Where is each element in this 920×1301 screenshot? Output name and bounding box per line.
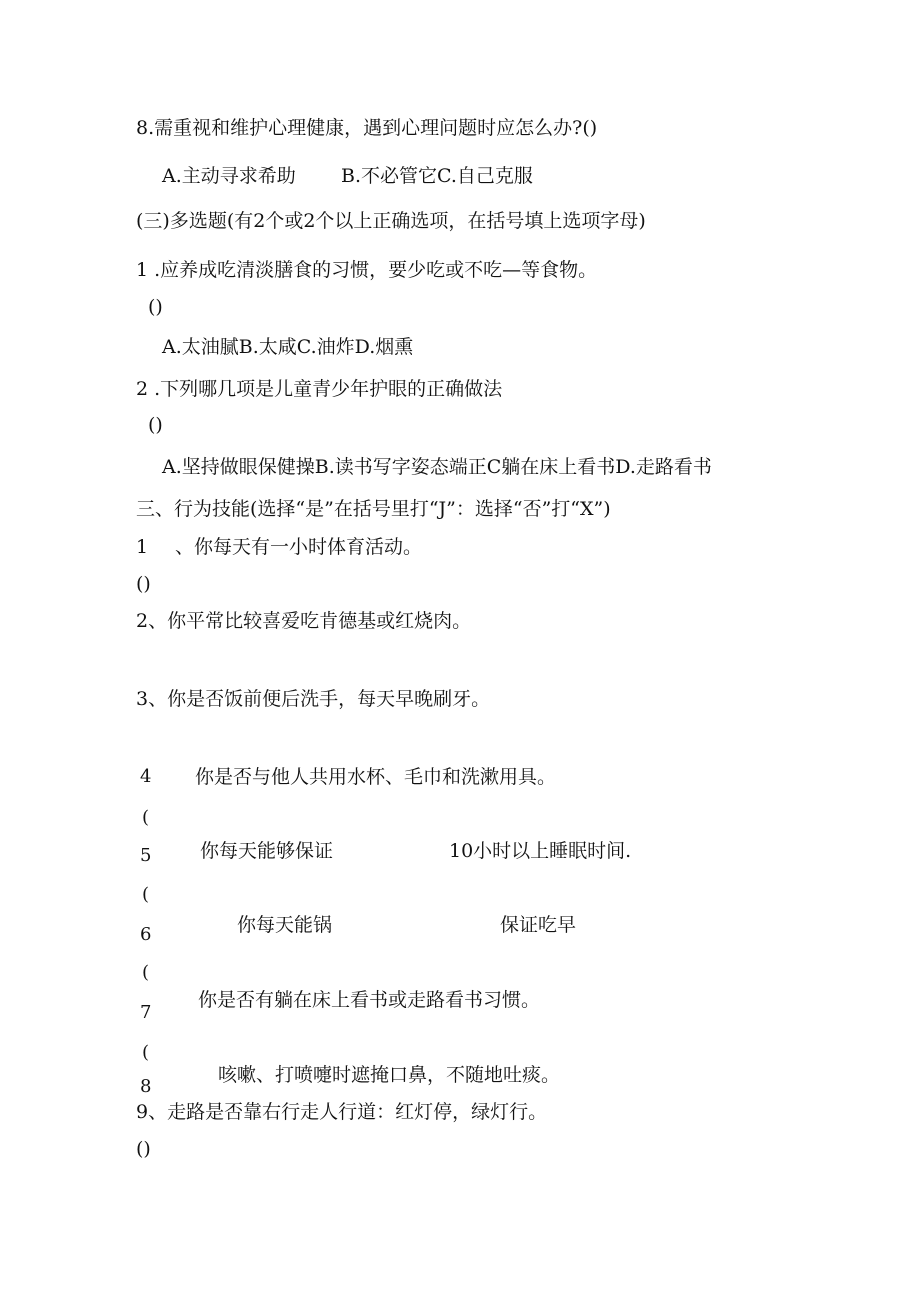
behavior-item-9-text: 9、走路是否靠右行走人行道：红灯停，绿灯行。: [136, 1101, 548, 1123]
behavior-item-5-text-cont: 10小时以上睡眠时间.: [449, 840, 632, 862]
multi-question-1-paren: (): [148, 296, 163, 318]
behavior-item-7-number: 7: [140, 1002, 152, 1023]
behavior-item-4-number: 4: [140, 766, 152, 787]
section-behavior-title: 三、行为技能(选择“是”在括号里打“J”：选择“否”打“X”): [136, 498, 611, 520]
behavior-item-6-paren: (: [142, 962, 150, 983]
behavior-item-4-paren: (: [142, 807, 150, 828]
behavior-item-8-number-clip: [138, 1072, 158, 1097]
question-8-options-bc: B.不必管它C.自己克服: [341, 165, 533, 187]
behavior-item-1-text: 、你每天有一小时体育活动。: [175, 536, 423, 558]
behavior-item-2-text: 2、你平常比较喜爱吃肯德基或红烧肉。: [136, 610, 472, 632]
multi-question-1-options: A.太油腻B.太咸C.油炸D.烟熏: [162, 336, 414, 358]
section-multi-choice-title: (三)多选题(有2个或2个以上正确选项，在括号填上选项字母): [136, 210, 646, 232]
multi-question-2-text: 2 .下列哪几项是儿童青少年护眼的正确做法: [136, 378, 503, 400]
behavior-item-9-paren: (): [136, 1138, 151, 1160]
behavior-item-7-paren: (: [142, 1042, 150, 1063]
behavior-item-3-text: 3、你是否饭前便后洗手，每天早晚刷牙。: [136, 688, 491, 710]
behavior-item-6-number: 6: [140, 924, 152, 945]
multi-question-1-text: 1 .应养成吃清淡膳食的习惯，要少吃或不吃—等食物。: [136, 259, 598, 281]
behavior-item-7-text: 你是否有躺在床上看书或走路看书习惯。: [198, 989, 541, 1011]
behavior-item-1-number: 1: [136, 536, 149, 558]
question-8-option-a: A.主动寻求希助: [162, 165, 296, 187]
behavior-item-8-text: 咳嗽、打喷嚏时遮掩口鼻，不随地吐痰。: [218, 1064, 561, 1086]
multi-question-2-paren: (): [148, 414, 163, 436]
behavior-item-4-text: 你是否与他人共用水杯、毛巾和洗漱用具。: [195, 766, 557, 788]
behavior-item-5-text: 你每天能够保证: [200, 840, 334, 862]
question-8-text: 8.需重视和维护心理健康，遇到心理问题时应怎么办?(): [136, 117, 598, 139]
behavior-item-6-text-cont: 保证吃早: [500, 914, 577, 936]
behavior-item-8-number: 8: [140, 1076, 152, 1097]
behavior-item-5-number: 5: [140, 845, 152, 866]
behavior-item-1-paren: (): [136, 573, 151, 595]
behavior-item-5-paren: (: [142, 884, 150, 905]
behavior-item-6-text: 你每天能锅: [237, 914, 333, 936]
multi-question-2-options: A.坚持做眼保健操B.读书写字姿态端正C躺在床上看书D.走路看书: [162, 456, 712, 478]
